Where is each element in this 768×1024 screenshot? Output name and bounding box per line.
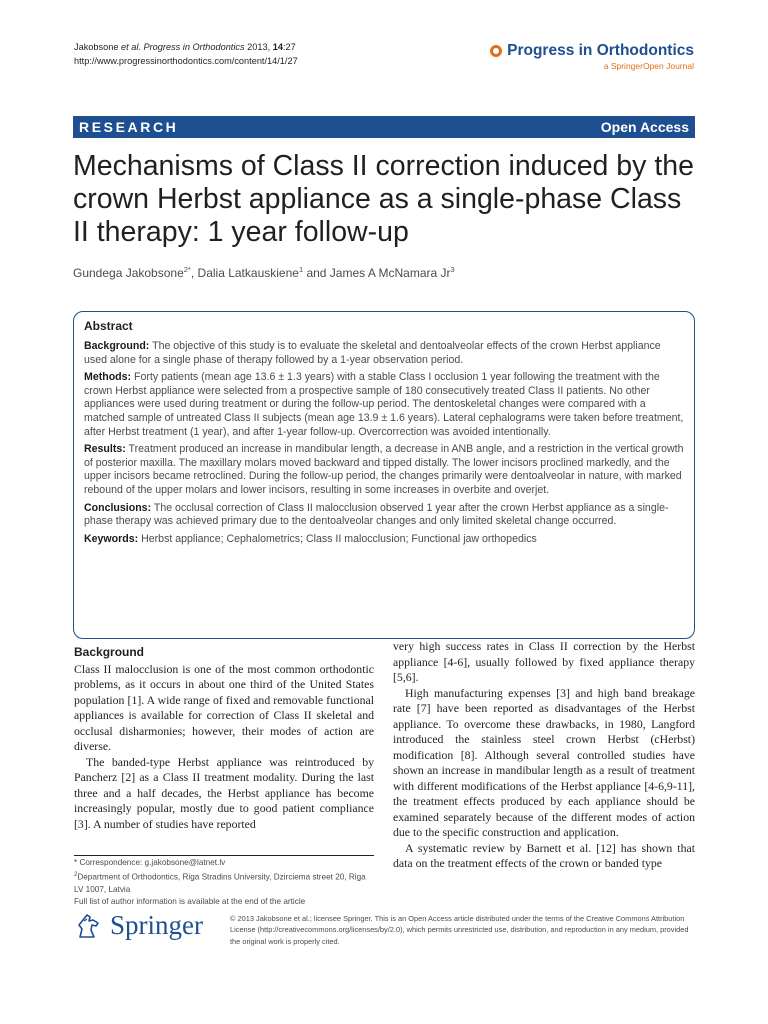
citation-header bbox=[74, 40, 298, 68]
abstract-heading: Abstract bbox=[84, 319, 133, 333]
body-right-column bbox=[393, 639, 695, 872]
correspondence-note[interactable]: * Correspondence: g.jakobsone@latnet.lv bbox=[74, 858, 226, 867]
article-type-banner bbox=[73, 116, 695, 138]
footnotes bbox=[74, 857, 374, 909]
author-info-note: Full list of author information is available at the end of the article bbox=[74, 897, 306, 907]
body-paragraph: Class II malocclusion is one of the most common orthodontic problems, as it occurs in about one third of the United States population [1]. A wide range of fixed and removable functional appliances is available for correction of Class II skeletal and occlusal disharmonies; however, their modes of action are diverse. bbox=[74, 661, 374, 753]
abstract-keywords: Keywords: Herbst appliance; Cephalometrics; Class II malocclusion; Functional jaw orthopedics bbox=[84, 532, 537, 545]
body-paragraph: High manufacturing expenses [3] and high band breakage rate [7] have been reported as disadvantages of the Herbst appliance. To overcome these drawbacks, in 1980, Langford introduced the stainless steel crown Herbst (cHerbst) modification [8]. Although several controlled studies have shown an increase in mandibular length as a result of treatment with different modifications of the Herbst appliance [4-6,9-11], the treatment effects produced by each appliance should be examined separately because of the different modes of action due to the specific construction and application. bbox=[393, 685, 695, 839]
journal-subtitle: a SpringerOpen Journal bbox=[603, 61, 694, 71]
section-heading: Background bbox=[74, 645, 145, 659]
journal-logo-icon bbox=[490, 45, 502, 57]
footnote-divider bbox=[74, 855, 374, 856]
article-title: Mechanisms of Class II correction induced by the crown Herbst appliance as a single-phase Class II therapy: 1 year follow-up bbox=[73, 150, 694, 248]
license-text: © 2013 Jakobsone et al.; licensee Springer. This is an Open Access article distributed under the terms of the Creative Commons Attribution License (http://creativecommons.org/licenses/by/2.0), which permits unrestricted use, distribution, and reproduction in any medium, provided the original work is properly cited. bbox=[230, 914, 689, 946]
author-name[interactable]: and James A McNamara Jr bbox=[303, 266, 451, 280]
springer-horse-icon bbox=[74, 911, 104, 941]
journal-logo bbox=[490, 42, 694, 71]
body-paragraph: A systematic review by Barnett et al. [12] has shown that data on the treatment effects of the crown or banded type bbox=[393, 840, 695, 870]
open-access-label: Open Access bbox=[600, 119, 689, 135]
abstract-methods: Methods: Forty patients (mean age 13.6 ± 1.3 years) with a stable Class I occlusion 1 year following the treatment with the crown Herbst appliance were selected from a prospective sample of 180 consecutively treated Class II patients. No other appliances were used during treatment or during the follow-up period. The dentoskeletal changes were compared with a matched sample of untreated Class II subjects (mean age 13.9 ± 1.6 years). Lateral cephalograms were taken before treatment, after Herbst treatment (1 year), and after 1-year follow-up. Overcorrection was avoided intentionally. bbox=[84, 371, 684, 438]
article-type: RESEARCH bbox=[79, 119, 179, 135]
abstract-background: Background: The objective of this study is to evaluate the skeletal and dentoalveolar effects of the crown Herbst appliance used alone for a single phase of therapy followed by a 1-year observation period. bbox=[84, 340, 661, 366]
abstract-box bbox=[73, 311, 695, 639]
article-url[interactable]: http://www.progressinorthodontics.com/content/14/1/27 bbox=[74, 56, 298, 66]
author-list: Gundega Jakobsone$^{2*}$, Dalia Latkauskiene$^1$ and James A McNamara Jr$^3$ bbox=[73, 265, 455, 280]
publisher-name: Springer bbox=[110, 910, 203, 940]
abstract-results: Results: Treatment produced an increase in mandibular length, a decrease in ANB angle, and a restriction in the vertical growth of posterior maxilla. The maxillary molars moved backward and tipped distally. The lower incisors proclined markedly, and the upper incisors became retroclined. During the follow-up period, the changes primarily were dentoalveolar in nature, with marked rebound of the upper molars and lower incisors, resulting in some increases in overbite and overjet. bbox=[84, 443, 684, 496]
body-paragraph: The banded-type Herbst appliance was reintroduced by Pancherz [2] as a Class II treatment modality. During the last three and a half decades, the Herbst appliance has become increasingly popular, mostly due to good patient compliance [3]. A number of studies have reported bbox=[74, 754, 374, 831]
author-name[interactable]: , Dalia Latkauskiene bbox=[190, 266, 299, 280]
body-paragraph: very high success rates in Class II correction by the Herbst appliance [4-6], usually followed by fixed appliance therapy [5,6]. bbox=[393, 639, 695, 684]
journal-name: Progress in Orthodontics bbox=[507, 42, 694, 59]
author-name[interactable]: Gundega Jakobsone bbox=[73, 266, 184, 280]
citation-line: Jakobsone et al. Progress in Orthodontics 2013, 14:27 bbox=[74, 42, 296, 52]
body-left-column bbox=[74, 645, 374, 832]
springer-logo bbox=[74, 910, 203, 941]
abstract-conclusions: Conclusions: The occlusal correction of Class II malocclusion observed 1 year after the crown Herbst appliance as a single-phase therapy was achieved primary due to the dentoalveolar changes and only limited skeletal change occurred. bbox=[84, 501, 669, 528]
affiliation-note: $^2$Department of Orthodontics, Riga Stradins University, Dzirciema street 20, Riga LV 1007, Latvia bbox=[74, 872, 366, 895]
